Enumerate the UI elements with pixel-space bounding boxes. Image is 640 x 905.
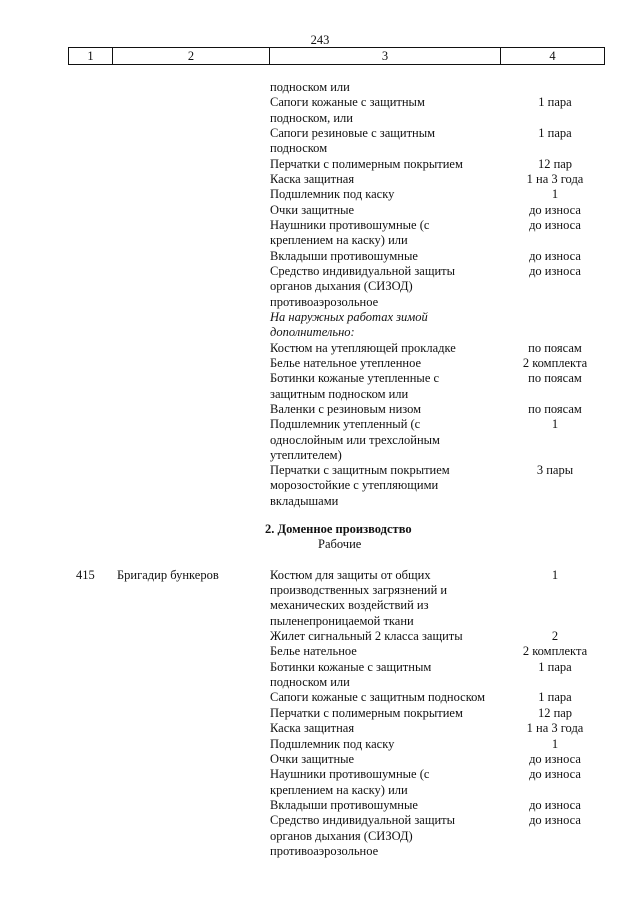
equipment-item-line: Ботинки кожаные утепленные с bbox=[270, 371, 440, 386]
equipment-item-line: противоаэрозольное bbox=[270, 843, 379, 858]
equipment-item-line: механических воздействий из bbox=[270, 598, 429, 613]
equipment-item bbox=[270, 203, 514, 218]
equipment-item-line: Каска защитная bbox=[270, 721, 355, 736]
equipment-item-line: вкладышами bbox=[270, 493, 339, 508]
equipment-item-line: производственных загрязнений и bbox=[270, 583, 448, 598]
equipment-item-line: однослойным или трехслойным bbox=[270, 432, 440, 447]
equipment-item bbox=[270, 660, 514, 690]
equipment-item-line: подноском, или bbox=[270, 110, 353, 125]
equipment-item bbox=[270, 310, 514, 340]
equipment-item bbox=[270, 187, 514, 202]
equipment-quantity: до износа bbox=[529, 202, 581, 217]
equipment-item-line: Жилет сигнальный 2 класса защиты bbox=[270, 629, 463, 643]
equipment-item bbox=[270, 356, 514, 371]
equipment-item-line: Подшлемник под каску bbox=[270, 736, 395, 751]
header-col-4: 4 bbox=[500, 48, 605, 64]
equipment-item-line: утеплителем) bbox=[270, 447, 342, 462]
equipment-item bbox=[270, 644, 514, 659]
header-col-1: 1 bbox=[68, 48, 112, 64]
equipment-item bbox=[270, 341, 514, 356]
equipment-item-line: защитным подноском или bbox=[270, 386, 409, 401]
equipment-item-line: Наушники противошумные (с bbox=[270, 767, 430, 782]
equipment-item-line: Очки защитные bbox=[270, 202, 355, 217]
equipment-item-line: органов дыхания (СИЗОД) bbox=[270, 279, 413, 294]
equipment-quantity: до износа bbox=[529, 218, 581, 233]
equipment-item-line: дополнительно: bbox=[270, 325, 355, 340]
equipment-item-line: Валенки с резиновым низом bbox=[270, 402, 422, 416]
equipment-quantity: 1 пара bbox=[538, 95, 572, 110]
equipment-item bbox=[270, 218, 514, 248]
equipment-quantity: до износа bbox=[529, 798, 581, 812]
equipment-item bbox=[270, 157, 514, 172]
equipment-quantity: 12 пар bbox=[537, 705, 573, 720]
equipment-item-line: Каска защитная bbox=[270, 172, 355, 186]
equipment-item-line: Перчатки с полимерным покрытием bbox=[270, 705, 463, 720]
equipment-quantity: до износа bbox=[529, 248, 581, 263]
equipment-item bbox=[270, 721, 514, 736]
equipment-item-line: пыленепроницаемой ткани bbox=[270, 613, 414, 628]
equipment-item bbox=[270, 417, 514, 463]
section-title: 2. Доменное производство bbox=[265, 522, 412, 536]
equipment-item-line: Перчатки с защитным покрытием bbox=[270, 463, 450, 478]
equipment-item-line: Очки защитные bbox=[270, 752, 355, 766]
equipment-item bbox=[270, 95, 514, 125]
equipment-item bbox=[270, 126, 514, 156]
equipment-item bbox=[270, 752, 514, 767]
equipment-item bbox=[270, 706, 514, 721]
equipment-quantity: до износа bbox=[529, 752, 581, 766]
equipment-item bbox=[270, 172, 514, 187]
equipment-item bbox=[270, 463, 514, 509]
equipment-quantity: 2 комплекта bbox=[522, 356, 588, 370]
equipment-item-line: Ботинки кожаные с защитным bbox=[270, 659, 432, 674]
header-col-3: 3 bbox=[269, 48, 500, 64]
equipment-item-line: Костюм на утепляющей прокладке bbox=[270, 340, 456, 355]
equipment-quantity: до износа bbox=[529, 264, 581, 279]
equipment-quantity: 12 пар bbox=[537, 156, 573, 171]
header-col-2: 2 bbox=[112, 48, 269, 64]
equipment-quantity: 3 пары bbox=[536, 463, 574, 478]
equipment-item-line: Перчатки с полимерным покрытием bbox=[270, 156, 463, 171]
equipment-item-line: Сапоги резиновые с защитным bbox=[270, 126, 436, 140]
equipment-item-line: Подшлемник под каску bbox=[270, 187, 395, 202]
equipment-item-line: креплением на каску) или bbox=[270, 782, 408, 797]
equipment-item-line: Вкладыши противошумные bbox=[270, 798, 418, 812]
equipment-item bbox=[270, 568, 514, 629]
equipment-item bbox=[270, 813, 514, 859]
equipment-item-line: подноском или bbox=[270, 675, 350, 689]
equipment-item-line: противоаэрозольное bbox=[270, 294, 379, 309]
equipment-quantity: 1 на 3 года bbox=[526, 721, 584, 736]
equipment-item-line: морозостойкие с утепляющими bbox=[270, 478, 439, 493]
table-header bbox=[68, 47, 605, 65]
equipment-quantity: до износа bbox=[529, 813, 581, 828]
equipment-item-line: органов дыхания (СИЗОД) bbox=[270, 828, 413, 843]
page-number: 243 bbox=[310, 33, 330, 47]
equipment-quantity: 2 bbox=[551, 629, 559, 643]
entry-number: 415 bbox=[76, 568, 95, 582]
equipment-item-line: Наушники противошумные (с bbox=[270, 218, 430, 233]
equipment-item bbox=[270, 737, 514, 752]
equipment-item bbox=[270, 80, 514, 95]
equipment-item-line: подноском или bbox=[270, 80, 350, 94]
equipment-quantity: 1 bbox=[551, 736, 559, 751]
equipment-item bbox=[270, 767, 514, 797]
equipment-quantity: до износа bbox=[529, 767, 581, 782]
equipment-item-line: Подшлемник утепленный (с bbox=[270, 417, 421, 432]
equipment-item-line: Средство индивидуальной защиты bbox=[270, 264, 456, 279]
equipment-quantity: по поясам bbox=[528, 402, 582, 416]
equipment-item-line: Вкладыши противошумные bbox=[270, 248, 418, 263]
equipment-item bbox=[270, 371, 514, 401]
equipment-item-line: Сапоги кожаные с защитным bbox=[270, 95, 425, 110]
equipment-item-line: Белье нательное утепленное bbox=[270, 356, 422, 370]
equipment-quantity: по поясам bbox=[528, 371, 582, 386]
equipment-quantity: 1 bbox=[551, 187, 559, 202]
equipment-item-line: Белье нательное bbox=[270, 644, 357, 659]
equipment-quantity: 1 пара bbox=[538, 126, 572, 140]
equipment-item-line: Средство индивидуальной защиты bbox=[270, 813, 456, 828]
equipment-item-line: подноском bbox=[270, 141, 328, 156]
equipment-item bbox=[270, 798, 514, 813]
equipment-item-line: креплением на каску) или bbox=[270, 233, 408, 248]
section-subtitle: Рабочие bbox=[318, 537, 362, 551]
equipment-item-line: Сапоги кожаные с защитным подноском bbox=[270, 690, 486, 705]
equipment-quantity: 1 bbox=[551, 417, 559, 432]
equipment-quantity: 1 пара bbox=[538, 690, 572, 705]
equipment-item bbox=[270, 402, 514, 417]
equipment-quantity: 1 bbox=[551, 568, 559, 582]
entry-profession: Бригадир бункеров bbox=[117, 568, 219, 582]
equipment-quantity: 1 пара bbox=[538, 659, 572, 674]
equipment-quantity: по поясам bbox=[528, 340, 582, 355]
equipment-item bbox=[270, 264, 514, 310]
equipment-quantity: 1 на 3 года bbox=[526, 172, 584, 186]
equipment-item-line: На наружных работах зимой bbox=[270, 310, 428, 324]
equipment-item bbox=[270, 690, 514, 705]
equipment-item-line: Костюм для защиты от общих bbox=[270, 568, 431, 582]
equipment-item bbox=[270, 249, 514, 264]
equipment-item bbox=[270, 629, 514, 644]
equipment-quantity: 2 комплекта bbox=[522, 644, 588, 659]
